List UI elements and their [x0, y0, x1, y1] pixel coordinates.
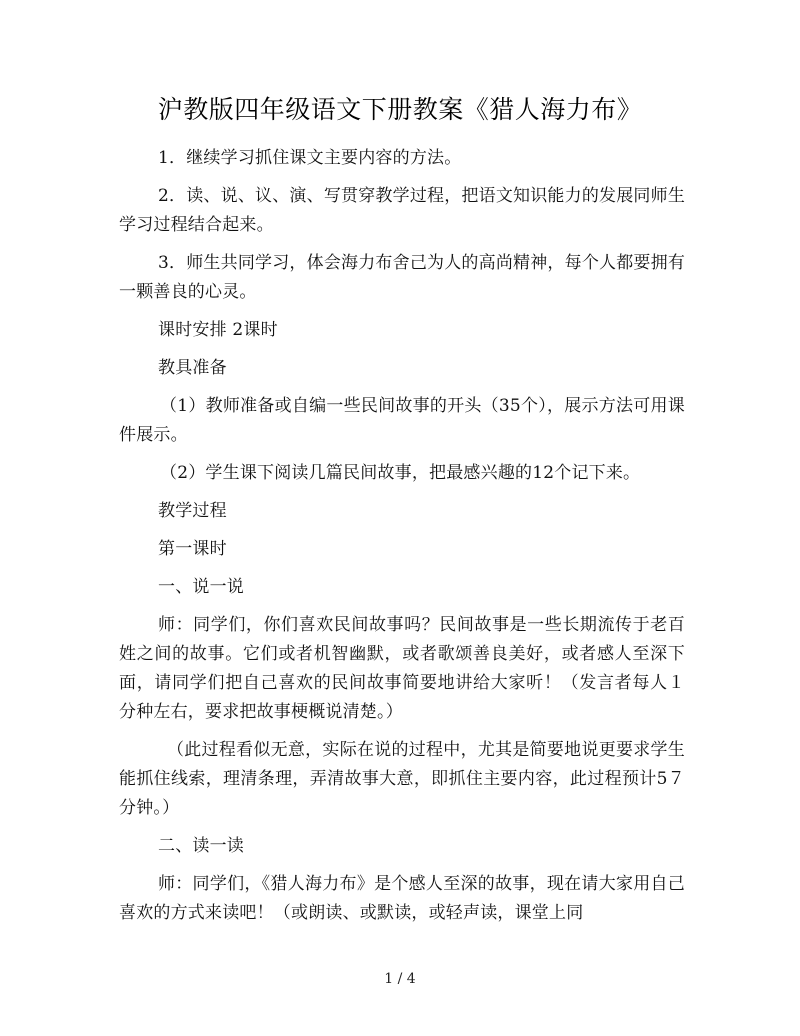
paragraph-objective-1: 1．继续学习抓住课文主要内容的方法。 [158, 148, 462, 168]
paragraph-teacher-intro: 师：同学们，你们喜欢民间故事吗？民间故事是一些长期流传于老百姓之间的故事。它们或者机智幽默，或者歌颂善良美好，或者感人至深下面，请同学们把自己喜欢的民间故事简要地讲给大家听！（发言者每人１分种左右，要求把故事梗概说清楚。） [119, 615, 685, 722]
paragraph-materials-2: （2）学生课下阅读几篇民间故事，把最感兴趣的12个记下来。 [160, 463, 641, 483]
paragraph-objective-2: 2．读、说、议、演、写贯穿教学过程，把语文知识能力的发展同师生学习过程结合起来。 [119, 186, 686, 235]
paragraph-materials-1: （1）教师准备或自编一些民间故事的开头（35个），展示方法可用课件展示。 [119, 396, 685, 445]
paragraph-process-heading: 教学过程 [158, 501, 227, 521]
paragraph-process-note: （此过程看似无意，实际在说的过程中，尤其是简要地说更要求学生能抓住线索，理清条理，弄清故事大意，即抓住主要内容，此过程预计5７分钟。） [119, 740, 685, 818]
paragraph-section-speak: 一、说一说 [158, 577, 244, 597]
paragraph-objective-3: 3．师生共同学习，体会海力布舍己为人的高尚精神，每个人都要拥有一颗善良的心灵。 [119, 253, 686, 302]
paragraph-first-lesson: 第一课时 [158, 539, 227, 559]
document-body [119, 144, 685, 937]
paragraph-teacher-read: 师：同学们，《猎人海力布》是个感人至深的故事，现在请大家用自己喜欢的方式来读吧！（或朗读、或默读，或轻声读，课堂上同 [119, 874, 685, 923]
page-number: 1 / 4 [384, 971, 416, 987]
document-title: 沪教版四年级语文下册教案《猎人海力布》 [157, 95, 643, 124]
paragraph-section-read: 二、读一读 [158, 836, 244, 856]
paragraph-materials-heading: 教具准备 [158, 358, 227, 378]
paragraph-schedule: 课时安排 2课时 [158, 320, 278, 340]
